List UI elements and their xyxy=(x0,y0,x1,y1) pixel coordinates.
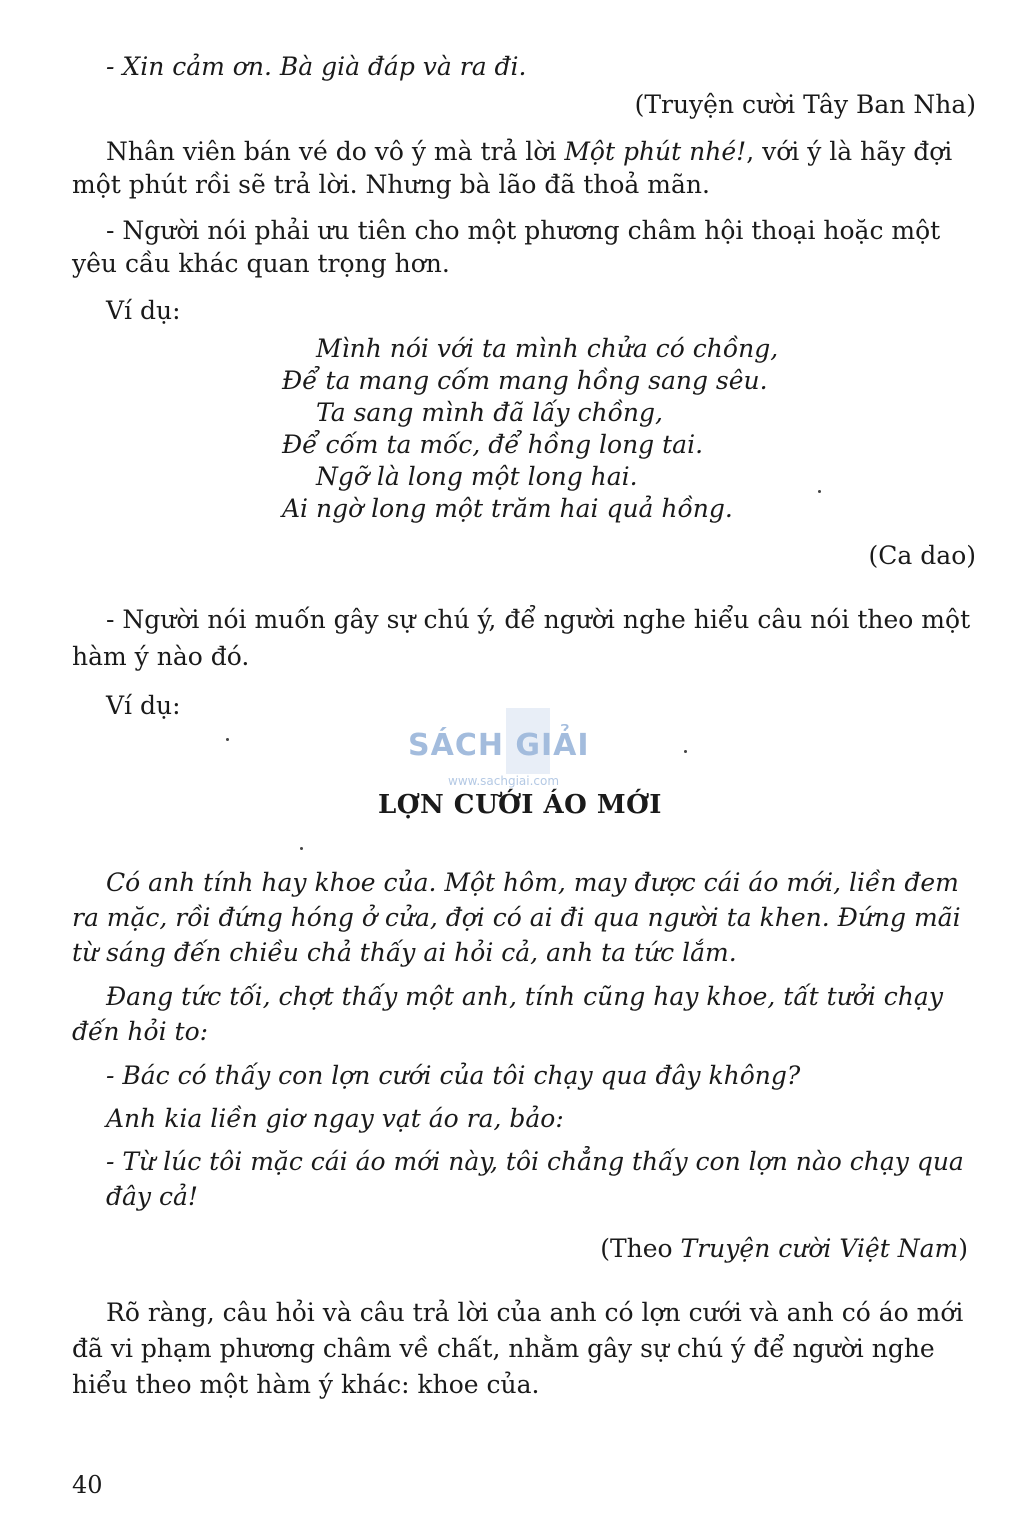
page-number: 40 xyxy=(72,1471,103,1499)
text-line-15: - Người nói muốn gây sự chú ý, để người nghe hiểu câu nói theo một xyxy=(106,605,971,634)
text-line-3-end: , với ý là hãy đợi xyxy=(746,137,953,166)
conclusion-line: Rõ ràng, câu hỏi và câu trả lời của anh có lợn cưới và anh có áo mới xyxy=(106,1298,964,1327)
watermark-logo xyxy=(408,708,618,798)
source-citation-3 xyxy=(560,1234,968,1264)
story-line: ra mặc, rồi đứng hóng ở cửa, đợi có ai đi qua người ta khen. Đứng mãi xyxy=(72,903,961,932)
text-line-3-start: Nhân viên bán vé do vô ý mà trả lời xyxy=(106,137,565,166)
poem-line: Ai ngờ long một trăm hai quả hồng. xyxy=(282,494,733,523)
story-line: đây cả! xyxy=(106,1182,198,1211)
text-line-6: yêu cầu khác quan trọng hơn. xyxy=(72,249,450,278)
text-line-16: hàm ý nào đó. xyxy=(72,642,250,671)
story-line: - Từ lúc tôi mặc cái áo mới này, tôi chẳng thấy con lợn nào chạy qua xyxy=(106,1147,964,1176)
text-line-3 xyxy=(106,137,952,167)
citation-prefix: (Theo xyxy=(600,1234,681,1263)
poem-line: Để cốm ta mốc, để hồng long tai. xyxy=(282,430,704,459)
poem-line: Mình nói với ta mình chửa có chồng, xyxy=(316,334,779,363)
poem-line: Để ta mang cốm mang hồng sang sêu. xyxy=(282,366,768,395)
text-line-1: - Xin cảm ơn. Bà già đáp và ra đi. xyxy=(106,52,527,81)
source-citation-2: (Ca dao) xyxy=(868,541,976,570)
conclusion-line: hiểu theo một hàm ý khác: khoe của. xyxy=(72,1370,540,1399)
scan-speck xyxy=(684,750,687,753)
story-line: từ sáng đến chiều chả thấy ai hỏi cả, anh ta tức lắm. xyxy=(72,938,737,967)
story-line: Đang tức tối, chợt thấy một anh, tính cũng hay khoe, tất tưởi chạy xyxy=(106,982,943,1011)
watermark-url: www.sachgiai.com xyxy=(448,774,560,788)
text-line-4: một phút rồi sẽ trả lời. Nhưng bà lão đã thoả mãn. xyxy=(72,170,710,199)
scan-speck xyxy=(300,847,303,850)
story-line: Anh kia liền giơ ngay vạt áo ra, bảo: xyxy=(106,1104,564,1133)
quoted-phrase: Một phút nhé! xyxy=(564,137,747,166)
scan-speck xyxy=(226,738,229,741)
source-citation-1: (Truyện cười Tây Ban Nha) xyxy=(634,90,976,119)
poem-line: Ngỡ là long một long hai. xyxy=(316,462,638,491)
story-line: đến hỏi to: xyxy=(72,1017,209,1046)
story-line: - Bác có thấy con lợn cưới của tôi chạy qua đây không? xyxy=(106,1061,801,1090)
story-title: LỢN CƯỚI ÁO MỚI xyxy=(378,790,662,820)
text-line-5: - Người nói phải ưu tiên cho một phương châm hội thoại hoặc một xyxy=(106,216,941,245)
citation-book-title: Truyện cười Việt Nam xyxy=(680,1234,959,1263)
scan-speck xyxy=(818,490,821,493)
poem-line: Ta sang mình đã lấy chồng, xyxy=(316,398,663,427)
story-line: Có anh tính hay khoe của. Một hôm, may được cái áo mới, liền đem xyxy=(106,868,959,897)
example-label-2: Ví dụ: xyxy=(106,691,181,720)
watermark-brand: SÁCH GIẢI xyxy=(408,728,590,763)
citation-suffix: ) xyxy=(958,1234,968,1263)
conclusion-line: đã vi phạm phương châm về chất, nhằm gây sự chú ý để người nghe xyxy=(72,1334,935,1363)
example-label-1: Ví dụ: xyxy=(106,296,181,325)
